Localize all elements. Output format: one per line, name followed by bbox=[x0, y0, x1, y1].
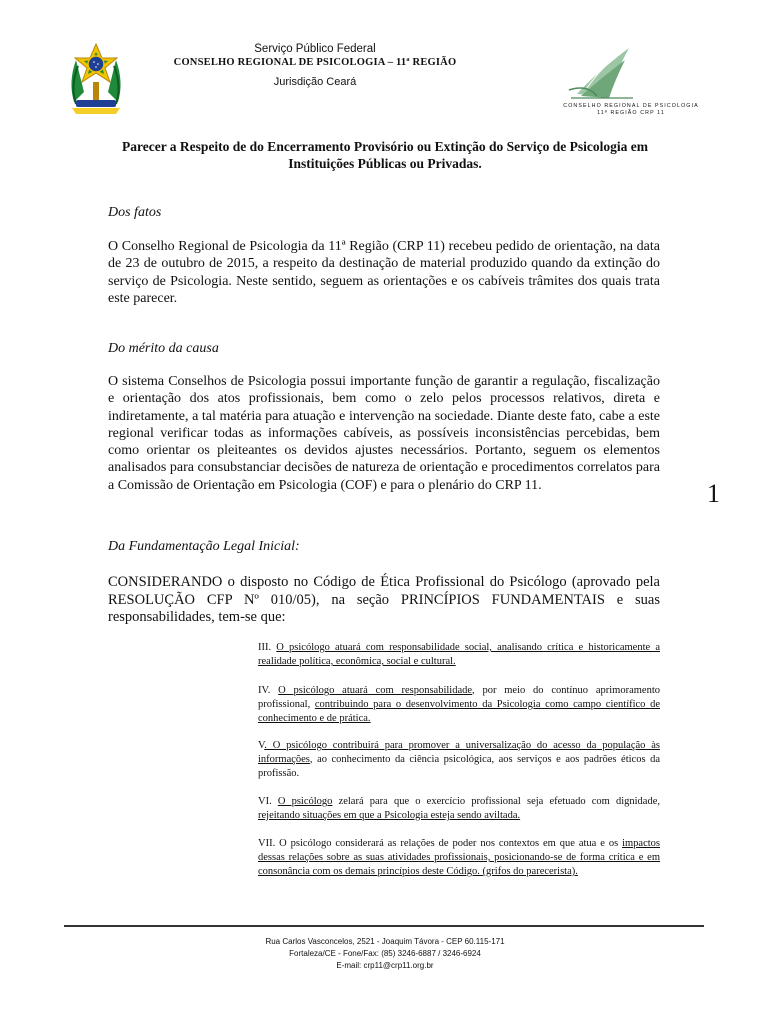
quote-iv-underlined-1: O psicólogo atuará com responsabilidade bbox=[278, 685, 473, 696]
quote-iv-number: IV. bbox=[258, 685, 279, 696]
crp-logo-caption-line1: CONSELHO REGIONAL DE PSICOLOGIA bbox=[563, 103, 699, 109]
section-heading-merito: Do mérito da causa bbox=[108, 341, 219, 356]
footer-email: E-mail: crp11@crp11.org.br bbox=[336, 961, 434, 970]
header-service-line: Serviço Público Federal bbox=[254, 43, 376, 55]
quote-iii-number: III. bbox=[258, 642, 277, 653]
crp-logo-caption-line2: 11ª REGIÃO CRP 11 bbox=[597, 110, 665, 116]
quote-principle-v bbox=[258, 739, 660, 781]
quote-vii-underlined: impactos dessas relações sobre as suas atividades profissionais, posicionando-se de forma crítica e em consonância com os demais princípios deste Código. (grifos do parecerista). bbox=[258, 838, 660, 877]
quote-principle-iii bbox=[258, 641, 660, 669]
quote-vii-plain: VII. O psicólogo considerará as relações de poder nos contextos em que atua e os bbox=[258, 838, 623, 849]
page-number: 1 bbox=[707, 479, 720, 508]
quote-vi-underlined-2: rejeitando situações em que a Psicologia esteja sendo aviltada. bbox=[258, 810, 521, 821]
footer-street: Rua Carlos Vasconcelos, 2521 - Joaquim Távora - CEP 60.115-171 bbox=[265, 937, 505, 946]
quote-principle-vii bbox=[258, 837, 660, 879]
crp-logo-caption bbox=[556, 103, 706, 117]
footer-phone: Fortaleza/CE - Fone/Fax: (85) 3246-6887 / 3246-6924 bbox=[289, 949, 481, 958]
quote-v-plain: , ao conhecimento da ciência psicológica, aos serviços e aos padrões éticos da profissão. bbox=[258, 754, 660, 779]
quote-iii-text: O psicólogo atuará com responsabilidade social, analisando crítica e historicamente a realidade política, econômica, social e cultural. bbox=[258, 642, 660, 667]
quote-iv-underlined-2: contribuindo para o desenvolvimento da Psicologia como campo científico de conhecimento e de prática. bbox=[258, 699, 660, 724]
quote-vi-number: VI. bbox=[258, 796, 278, 807]
section-heading-fatos: Dos fatos bbox=[108, 205, 162, 220]
paragraph-merito: O sistema Conselhos de Psicologia possui importante função de garantir a regulação, fiscalização e orientação dos atos profissionais, bem como o zelo pelos processos relativos, direta e indiretamente, a tal matéria para atuação e intervenção na sociedade. Diante deste fato, cabe a este regional verificar todas as informações cabíveis, as possíveis inconsistências percebidas, bem como orientar os pleiteantes os devidos ajustes necessários. Portanto, seguem os elementos analisados para consubstanciar decisões de natureza de orientação e procedimentos correlatos para a Comissão de Orientação em Psicologia (COF) e para o plenário do CRP 11. bbox=[108, 374, 660, 493]
quote-vi-plain: zelará para que o exercício profissional seja efetuado com dignidade, bbox=[332, 796, 660, 807]
paragraph-fatos: O Conselho Regional de Psicologia da 11ª Região (CRP 11) recebeu pedido de orientação, na data de 23 de outubro de 2015, a respeito da destinação de material produzido quando da extinção do serviço de Psicologia. Neste sentido, seguem as orientações e os cabíveis trâmites dos quais trata este parecer. bbox=[108, 239, 660, 306]
quote-principle-iv bbox=[258, 684, 660, 726]
quote-vi-underlined-1: O psicólogo bbox=[277, 796, 333, 807]
footer-divider bbox=[64, 925, 704, 927]
quote-iv-plain: , por meio do contínuo aprimoramento profissional, bbox=[258, 685, 660, 710]
header-jurisdiction: Jurisdição Ceará bbox=[273, 76, 357, 88]
section-heading-fundamentacao: Da Fundamentação Legal Inicial: bbox=[108, 539, 300, 554]
paragraph-fundamentacao: CONSIDERANDO o disposto no Código de Ética Profissional do Psicólogo (aprovado pela RESOLUÇÃO CFP Nº 010/05), na seção PRINCÍPIOS FUNDAMENTAIS e suas responsabilidades, tem-se que: bbox=[108, 574, 660, 625]
header-council-name: CONSELHO REGIONAL DE PSICOLOGIA – 11ª REGIÃO bbox=[173, 57, 457, 68]
footer-address bbox=[0, 936, 770, 972]
document-title: Parecer a Respeito de do Encerramento Provisório ou Extinção do Serviço de Psicologia em Instituições Públicas ou Privadas. bbox=[121, 139, 649, 171]
quote-v-number: V bbox=[258, 740, 265, 751]
quote-principle-vi bbox=[258, 795, 660, 823]
quote-v-underlined: . O psicólogo contribuirá para promover a universalização do acesso da população às informações bbox=[258, 740, 660, 765]
